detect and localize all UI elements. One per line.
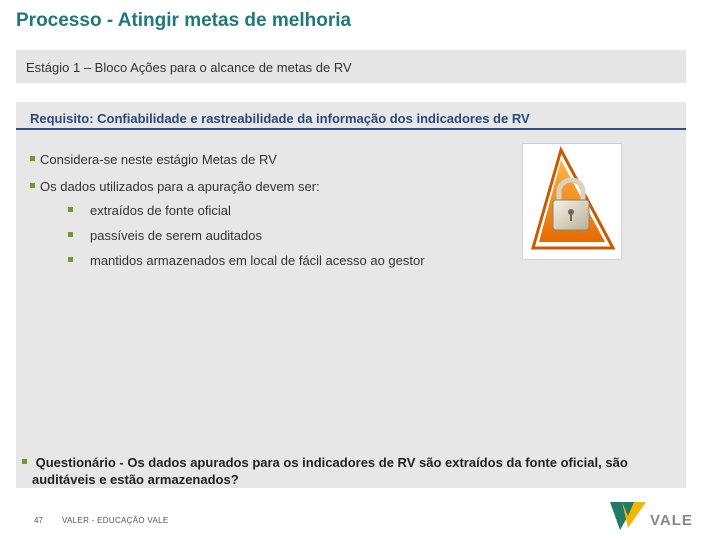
bullet-icon [68, 257, 73, 262]
list-item: Os dados utilizados para a apuração devem ser: [30, 179, 320, 194]
bullet-icon [68, 232, 73, 237]
sub-list-item: mantidos armazenados em local de fácil acesso ao gestor [68, 253, 425, 268]
bullet-icon [30, 156, 35, 161]
stage-banner [16, 50, 686, 83]
page-number: 47 [34, 516, 43, 525]
stage-label: Estágio 1 – Bloco Ações para o alcance de metas de RV [26, 60, 352, 75]
page-title: Processo - Atingir metas de melhoria [16, 10, 352, 31]
questionnaire-text: Questionário - Os dados apurados para os indicadores de RV são extraídos da fonte oficial, são auditáveis e estão armazenados? [22, 454, 684, 488]
requirement-divider [16, 128, 686, 130]
sub-list-item: passíveis de serem auditados [68, 228, 262, 243]
warning-padlock-icon [522, 143, 622, 260]
sub-list-item: extraídos de fonte oficial [68, 203, 231, 218]
requirement-title: Requisito: Confiabilidade e rastreabilidade da informação dos indicadores de RV [30, 111, 530, 126]
bullet-icon [22, 459, 27, 464]
bullet-icon [68, 207, 73, 212]
logo-text: VALE [650, 512, 693, 529]
footer-caption: VALER - EDUCAÇÃO VALE [62, 516, 169, 525]
bullet-icon [30, 183, 35, 188]
list-item: Considera-se neste estágio Metas de RV [30, 152, 277, 167]
content-panel [16, 102, 686, 488]
